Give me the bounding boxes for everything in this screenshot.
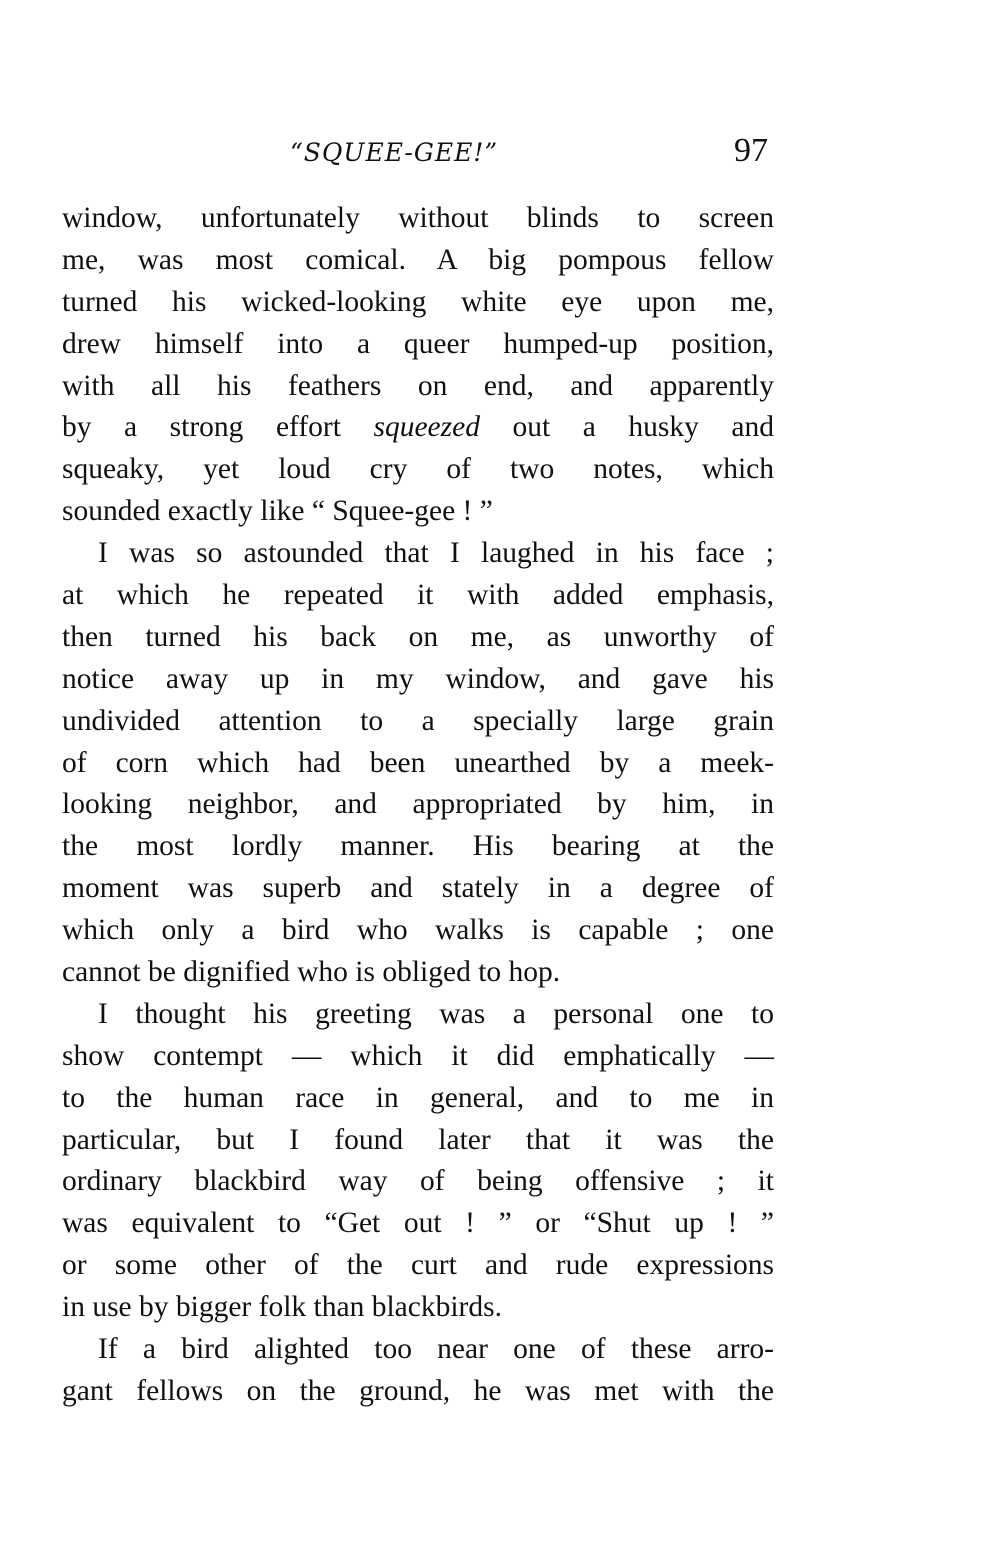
text-line (62, 407, 774, 449)
text-line: then turned his back on me, as unworthy of (62, 620, 774, 653)
body-text (62, 198, 774, 1413)
emphasis-word: squeezed (373, 411, 480, 444)
text-line: in use by bigger folk than blackbirds. (62, 1291, 502, 1324)
paragraph-start-line: I thought his greeting was a personal one to (98, 997, 774, 1030)
text-line: or some other of the curt and rude expressions (62, 1249, 774, 1282)
text-segment: out a husky and (479, 411, 774, 444)
paragraph-start-line: If a bird alighted too near one of these arro- (98, 1333, 774, 1366)
page-number: 97 (734, 132, 768, 169)
text-line: at which he repeated it with added emphasis, (62, 579, 774, 612)
text-line: to the human race in general, and to me in (62, 1081, 774, 1114)
page-header (62, 132, 772, 176)
text-line: notice away up in my window, and gave his (62, 662, 774, 695)
text-line: squeaky, yet loud cry of two notes, which (62, 453, 774, 486)
text-line: window, unfortunately without blinds to screen (62, 202, 774, 234)
text-line: ordinary blackbird way of being offensive ; it (62, 1165, 774, 1198)
text-line: me, was most comical. A big pompous fellow (62, 243, 774, 276)
text-line: undivided attention to a specially large grain (62, 704, 774, 737)
text-line: looking neighbor, and appropriated by him, in (62, 788, 774, 821)
paragraph-start-line: I was so astounded that I laughed in his face ; (98, 537, 774, 570)
text-line: particular, but I found later that it was the (62, 1123, 774, 1156)
text-segment: by a strong effort (62, 411, 374, 444)
text-line: moment was superb and stately in a degree of (62, 872, 774, 905)
text-line: turned his wicked-looking white eye upon me, (62, 285, 774, 318)
text-line: show contempt — which it did emphatically — (62, 1039, 774, 1072)
text-line: which only a bird who walks is capable ; one (62, 914, 774, 947)
text-line: drew himself into a queer humped-up position, (62, 327, 774, 360)
text-line: of corn which had been unearthed by a meek- (62, 746, 774, 779)
text-line: cannot be dignified who is obliged to hop. (62, 956, 561, 989)
text-line: was equivalent to “Get out ! ” or “Shut up ! ” (62, 1207, 774, 1240)
text-line: the most lordly manner. His bearing at the (62, 830, 774, 863)
text-line: with all his feathers on end, and apparently (62, 369, 774, 402)
text-line: gant fellows on the ground, he was met with the (62, 1374, 774, 1407)
text-line: sounded exactly like “ Squee-gee ! ” (62, 495, 493, 528)
running-title: “SQUEE-GEE!” (290, 138, 499, 167)
